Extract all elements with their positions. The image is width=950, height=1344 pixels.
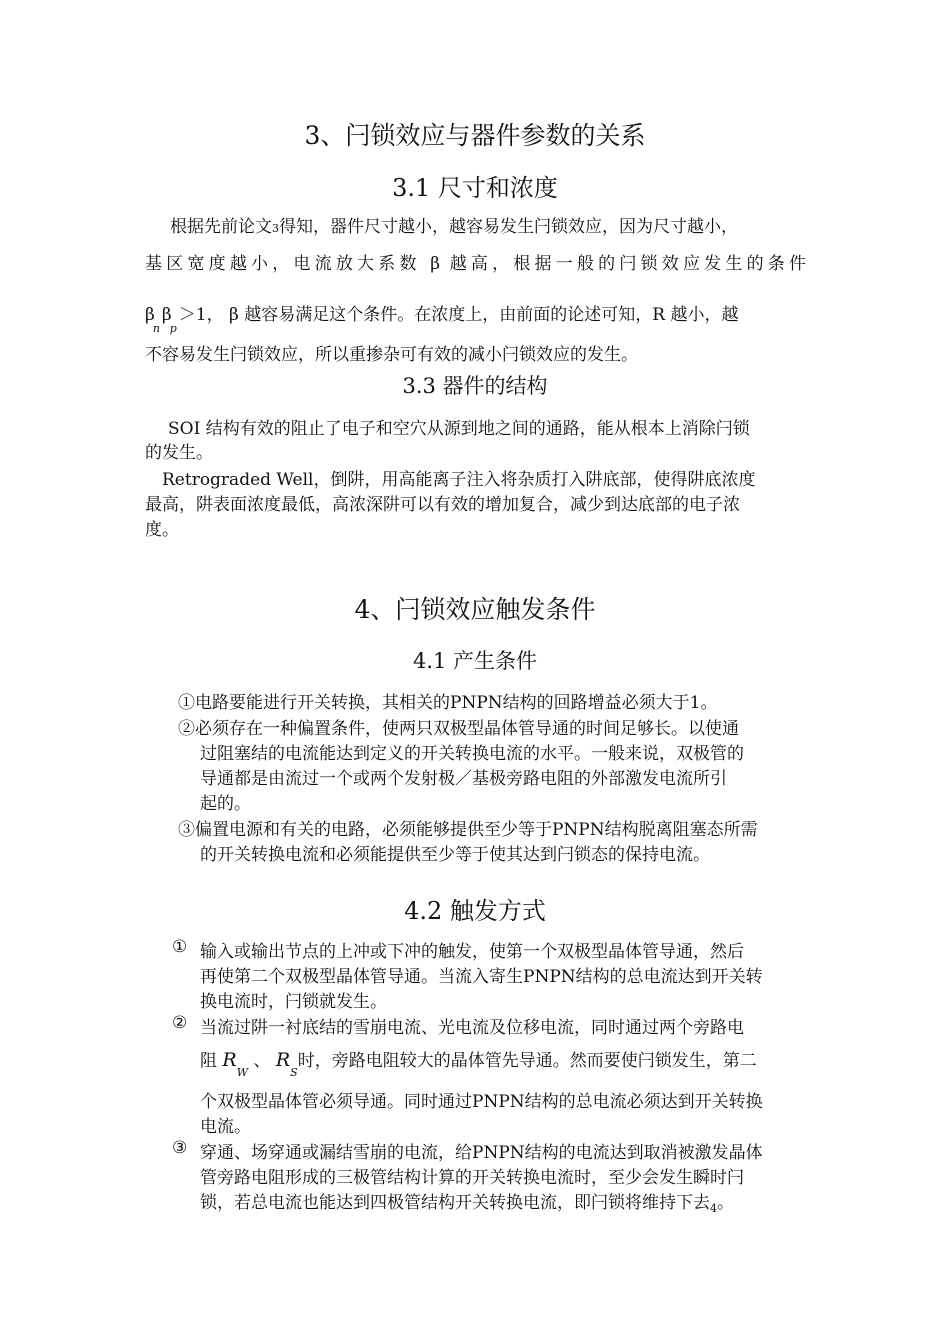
paragraph-3-1-line-4: 不容易发生闩锁效应，所以重掺杂可有效的减小闩锁效应的发生。 [145,345,638,365]
condition-3-line-2: 的开关转换电流和必须能提供至少等于使其达到闩锁态的保持电流。 [200,845,710,865]
trigger-3-line-3: 锁，若总电流也能达到四极管结构开关转换电流，即闩锁将维持下去$_4$。 [200,1193,734,1215]
paragraph-well-line-1: Retrograded Well，倒阱，用高能离子注入将杂质打入阱底部，使得阱底浓度 [162,470,756,490]
trigger-2-line-1: 当流过阱一衬底结的雪崩电流、光电流及位移电流，同时通过两个旁路电 [200,1018,744,1038]
trigger-3-line-2: 管旁路电阻形成的三极管结构计算的开关转换电流时，至少会发生瞬时闩 [200,1168,744,1188]
paragraph-well-line-3: 度。 [145,520,179,540]
trigger-1-line-1: 输入或输出节点的上冲或下冲的触发，使第一个双极型晶体管导通，然后 [200,942,744,962]
section-3-3-title: 3.3 器件的结构 [402,374,548,398]
condition-1: ①电路要能进行开关转换，其相关的PNPN结构的回路增益必须大于1。 [178,693,718,713]
trigger-3-number: ③ [172,1138,188,1158]
citation-ref-4: 4 [710,1202,717,1215]
condition-2-line-2: 过阻塞结的电流能达到定义的开关转换电流的水平。一般来说，双极管的 [200,744,744,764]
condition-2-line-1: ②必须存在一种偏置条件，使两只双极型晶体管导通的时间足够长。以使通 [178,719,739,739]
trigger-1-line-2: 再使第二个双极型晶体管导通。当流入寄生PNPN结构的总电流达到开关转 [200,967,763,987]
paragraph-3-1-line-1: 根据先前论文3得知，器件尺寸越小，越容易发生闩锁效应，因为尺寸越小， [170,217,738,237]
trigger-3-line-1: 穿通、场穿通或漏结雪崩的电流，给PNPN结构的电流达到取消被激发晶体 [200,1143,763,1163]
section-4-title: 4、闩锁效应触发条件 [354,595,596,624]
paragraph-well-line-2: 最高，阱表面浓度最低，高浓深阱可以有效的增加复合，减少到达底部的电子浓 [145,495,740,515]
trigger-2-line-2: 阻 $R_W$ 、 $R_S$时，旁路电阻较大的晶体管先导通。然而要使闩锁发生，第二 [200,1049,757,1079]
paragraph-3-1-line-2: 基区宽度越小，电流放大系数 β 越高，根据一般的闩锁效应发生的条件 [145,254,806,274]
condition-2-line-4: 起的。 [200,794,251,814]
condition-3-line-1: ③偏置电源和有关的电路，必须能够提供至少等于PNPN结构脱离阻塞态所需 [178,820,758,840]
trigger-2-line-3: 个双极型晶体管必须导通。同时通过PNPN结构的总电流必须达到开关转换 [200,1092,763,1112]
paragraph-3-1-line-3: $\beta_n\beta_p>1$， β 越容易满足这个条件。在浓度上，由前面的论述可知，R 越小，越 [145,305,739,335]
section-3-title: 3、闩锁效应与器件参数的关系 [304,121,646,150]
paragraph-soi-line-2: 的发生。 [145,443,213,463]
trigger-2-line-4: 电流。 [200,1117,251,1137]
section-4-2-title: 4.2 触发方式 [404,897,546,925]
section-4-1-title: 4.1 产生条件 [412,649,538,673]
trigger-2-number: ② [172,1013,188,1033]
trigger-1-line-3: 换电流时，闩锁就发生。 [200,992,387,1012]
paragraph-soi-line-1: SOI 结构有效的阻止了电子和空穴从源到地之间的通路，能从根本上消除闩锁 [168,419,750,439]
section-3-1-title: 3.1 尺寸和浓度 [392,174,558,202]
trigger-1-number: ① [172,937,188,957]
citation-ref: 3 [272,222,279,235]
condition-2-line-3: 导通都是由流过一个或两个发射极／基极旁路电阻的外部激发电流所引 [200,769,727,789]
